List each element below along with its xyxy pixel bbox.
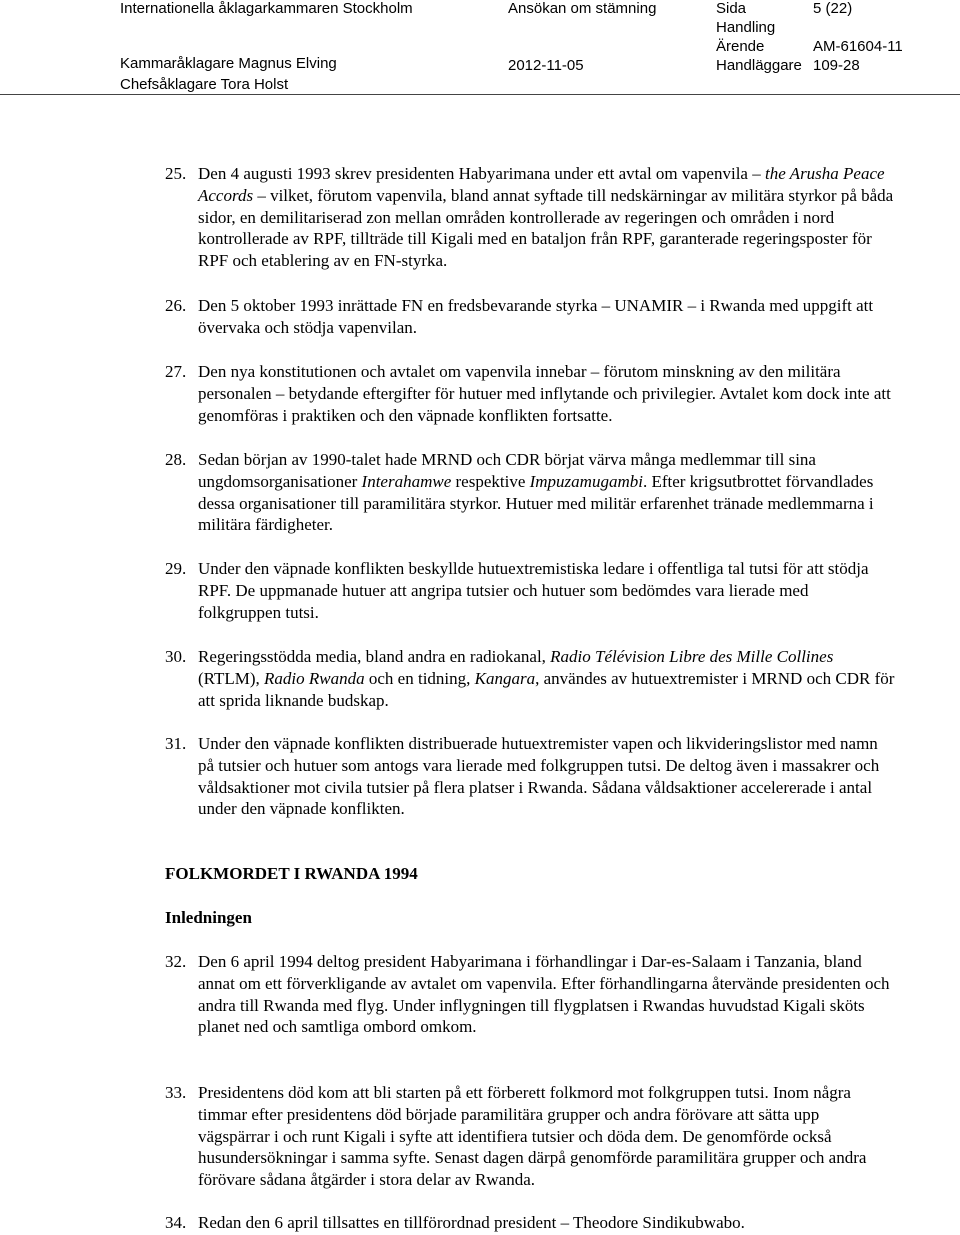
header-page-value: 5 (22) <box>813 0 853 17</box>
paragraph-25 <box>165 163 895 272</box>
paragraph-text <box>198 733 895 820</box>
header-doc-type: Ansökan om stämning <box>508 0 657 17</box>
italic-term: Impuzamugambi <box>529 471 643 491</box>
paragraph-31 <box>165 733 895 820</box>
header-page-label: Sida <box>716 0 747 17</box>
paragraph-text <box>198 449 895 536</box>
text-segment: Den 4 augusti 1993 skrev presidenten Habyarimana under ett avtal om vapenvila – <box>198 164 765 183</box>
header-person2: Chefsåklagare Tora Holst <box>120 76 289 93</box>
text-segment: Redan den 6 april tillsattes en tillförordnad president – Theodore Sindikubwabo. <box>198 1213 745 1232</box>
document-header <box>0 0 960 96</box>
text-segment: Regeringsstödda media, bland andra en radiokanal, <box>198 647 551 666</box>
text-segment: Den 6 april 1994 deltog president Habyarimana i förhandlingar i Dar-es-Salaam i Tanzania, bland annat om ett förverkligande av avtalet om vapenvila. Efter förhandlingarna återvände presidenten och andra till Rwanda med flyg. Under inflygningen till flygplatsen i Rwandas huvudstad Kigali sköts planet ned och samtliga ombord omkom. <box>198 952 890 1037</box>
text-segment: – vilket, förutom vapenvila, bland annat syftade till nedskärningar av militära styrkor på båda sidor, en demilitariserad zon mellan områden kontrollerade av regeringen och områden i nord kontrollerade av RPF, tillträde till Kigali med en bataljon från RPF, garanterade regeringsposter för RPF och etablering av en FN-styrka. <box>198 185 894 271</box>
header-org: Internationella åklagarkammaren Stockholm <box>120 0 413 17</box>
paragraph-29 <box>165 558 895 623</box>
header-person1: Kammaråklagare Magnus Elving <box>120 55 337 72</box>
paragraph-number: 32. <box>165 952 187 971</box>
text-segment: Den 5 oktober 1993 inrättade FN en fredsbevarande styrka – UNAMIR – i Rwanda med uppgift att övervaka och stödja vapenvilan. <box>198 296 874 337</box>
italic-term: Radio Rwanda <box>264 668 365 688</box>
italic-term: Radio Télévision Libre des Mille Collines <box>550 647 834 666</box>
paragraph-text <box>198 1082 895 1191</box>
text-segment: Under den väpnade konflikten beskyllde hutuextremistiska ledare i offentliga tal tutsi för att stödja RPF. De uppmanade hutuer att angripa tutsier och hutuer som bedömdes vara lierade med folkgruppen tutsi. <box>198 559 869 622</box>
paragraph-text <box>198 951 895 1038</box>
italic-term: Interahamwe <box>361 471 452 491</box>
paragraph-text <box>198 163 895 272</box>
header-arende-label: Ärende <box>716 38 765 55</box>
paragraph-33 <box>165 1082 895 1191</box>
paragraph-26 <box>165 295 895 339</box>
text-segment: Sedan början av 1990-talet hade MRND och CDR börjat värva många medlemmar till sina ungdomsorganisationer <box>198 450 816 491</box>
paragraph-32 <box>165 951 895 1038</box>
header-handlaggare-value: 109-28 <box>813 57 860 74</box>
italic-term: Kangara <box>474 668 536 688</box>
italic-term: the Arusha Peace Accords <box>198 164 885 205</box>
paragraph-27 <box>165 361 895 426</box>
paragraph-text <box>198 646 895 711</box>
text-segment: Under den väpnade konflikten distribuerade hutuextremister vapen och likvideringslistor med namn på tutsier och hutuer som antogs vara lierade med folkgruppen tutsi. De deltog även i massakrer och våldsaktioner mot civila tutsier på flera platser i Rwanda. Sådana våldsaktioner accelererade i antal under den väpnade konflikten. <box>198 734 880 819</box>
paragraph-number: 34. <box>165 1213 187 1232</box>
header-divider <box>0 94 960 95</box>
text-segment: , användes av hutuextremister i MRND och CDR för att sprida liknande budskap. <box>198 668 895 710</box>
paragraph-30 <box>165 646 895 711</box>
paragraph-number: 26. <box>165 296 187 315</box>
paragraph-28 <box>165 449 895 536</box>
paragraph-number: 31. <box>165 734 187 753</box>
paragraph-text <box>198 558 895 623</box>
header-date: 2012-11-05 <box>508 57 584 74</box>
section-heading: FOLKMORDET I RWANDA 1994 <box>165 864 418 883</box>
text-segment: respektive <box>451 471 530 491</box>
text-segment: (RTLM), <box>198 668 265 688</box>
paragraph-34 <box>165 1212 895 1234</box>
paragraph-number: 33. <box>165 1083 187 1102</box>
paragraph-number: 29. <box>165 559 187 578</box>
paragraph-text <box>198 361 895 426</box>
subheading: Inledningen <box>165 908 252 927</box>
text-segment: Den nya konstitutionen och avtalet om vapenvila innebar – förutom minskning av den militära personalen – betydande eftergifter för hutuer med inflytande och privilegier. Avtalet kom dock inte att genomföras i praktiken och den väpnade konflikten fortsatte. <box>198 362 891 425</box>
text-segment: och en tidning, <box>364 668 475 688</box>
paragraph-text <box>198 1212 895 1234</box>
paragraph-number: 25. <box>165 164 187 183</box>
paragraph-number: 28. <box>165 450 187 469</box>
header-handling-label: Handling <box>716 19 776 36</box>
text-segment: . Efter krigsutbrottet förvandlades dessa organisationer till paramilitära styrkor. Hutuer med militär erfarenhet tränade medlemmarna i militära färdigheter. <box>198 471 874 535</box>
header-arende-value: AM-61604-11 <box>813 38 903 55</box>
paragraph-number: 30. <box>165 647 187 666</box>
header-handlaggare-label: Handläggare <box>716 57 802 74</box>
paragraph-number: 27. <box>165 362 187 381</box>
paragraph-text <box>198 295 895 339</box>
text-segment: Presidentens död kom att bli starten på ett förberett folkmord mot folkgruppen tutsi. Inom några timmar efter presidentens död började paramilitära grupper och andra förövare att sätta upp vägspärrar i och runt Kigali i syfte att identifiera tutsier och döda dem. De genomförde också husundersökningar i samma syfte. Senast dagen därpå genomförde paramilitära grupper och andra förövare sådana åtgärder i stora delar av Rwanda. <box>198 1083 867 1190</box>
